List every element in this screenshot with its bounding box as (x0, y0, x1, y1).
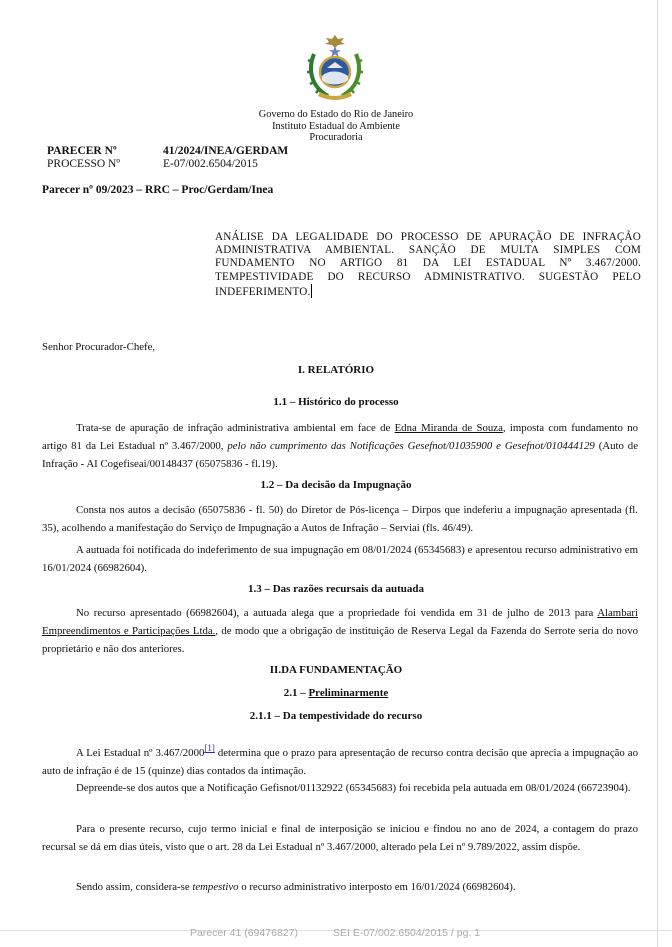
footer-document-id: Parecer 41 (69476827) (190, 927, 298, 939)
header-government: Governo do Estado do Rio de Janeiro (258, 109, 414, 120)
tempestivo-term: tempestivo (192, 881, 239, 893)
paragraph-1-1 (42, 419, 638, 473)
paragraph-1-3 (42, 604, 638, 658)
paragraph-1-1-text-c: (Auto de Infração - AI Cogefiseai/00148437 (65075836 - fl.19). (42, 440, 639, 470)
text-cursor (311, 284, 312, 298)
subsection-2-1-label: Preliminarmente (308, 687, 389, 699)
autuada-name: Edna Miranda de Souza (394, 422, 503, 434)
subsection-title-1-3: 1.3 – Das razões recursais da autuada (247, 583, 425, 595)
paragraph-1-3-text-a: No recurso apresentado (66982604), a autuada alega que a propriedade foi vendida em 31 de julho de 2013 para (76, 607, 598, 619)
paragraph-2-1-1-d-text-a: Sendo assim, considera-se (76, 881, 193, 893)
paragraph-2-1-1-a (42, 739, 638, 780)
ementa-text: ANÁLISE DA LEGALIDADE DO PROCESSO DE APURAÇÃO DE INFRAÇÃO ADMINISTRATIVA AMBIENTAL. SANÇÃO DE MULTA SIMPLES COM FUNDAMENTO NO ARTIGO 81 DA LEI ESTADUAL Nº 3.467/2000. TEMPESTIVIDADE DO RECURSO ADMINISTRATIVO. SUGESTÃO PELO INDEFERIMENTO. (215, 231, 641, 298)
paragraph-1-1-text-b: , imposta com fundamento no artigo 81 da Lei Estadual nº 3.467/2000, (42, 422, 638, 452)
salutation: Senhor Procurador-Chefe, (42, 341, 156, 353)
header-institution (0, 109, 672, 144)
parecer-number: 41/2024/INEA/GERDAM (163, 145, 289, 157)
coat-of-arms-icon (306, 32, 364, 102)
paragraph-2-1-1-d (42, 878, 638, 896)
parecer-reference: Parecer nº 09/2023 – RRC – Proc/Gerdam/Inea (42, 184, 274, 196)
paragraph-1-3-text-b: , de modo que a obrigação de instituição de Reserva Legal da Fazenda do Serrote seria do novo proprietário e não dos anteriores. (42, 625, 638, 655)
subsection-title-2-1 (0, 687, 672, 699)
footer-process-page: SEI E-07/002.6504/2015 / pg. 1 (333, 927, 481, 939)
subsection-title-2-1-1: 2.1.1 – Da tempestividade do recurso (249, 710, 423, 722)
subsection-title-1-1: 1.1 – Histórico do processo (273, 396, 399, 408)
processo-label: PROCESSO Nº (47, 158, 120, 170)
parecer-label: PARECER Nº (47, 145, 117, 157)
section-title-fundamentacao: II.DA FUNDAMENTAÇÃO (269, 664, 403, 676)
paragraph-2-1-1-b: Depreende-se dos autos que a Notificação Gefisnot/01132922 (65345683) foi recebida pela autuada em 08/01/2024 (66723904). (76, 782, 631, 794)
paragraph-2-1-1-d-text-b: o recurso administrativo interposto em 16/01/2024 (66982604). (238, 881, 516, 893)
subsection-2-1-number: 2.1 – (283, 687, 309, 699)
section-title-relatorio: I. RELATÓRIO (297, 364, 375, 376)
ementa (215, 231, 641, 299)
footnote-link[interactable]: [1] (204, 743, 215, 753)
subsection-title-1-2: 1.2 – Da decisão da Impugnação (260, 479, 412, 491)
paragraph-1-2-b: A autuada foi notificada do indeferimento de sua impugnação em 08/01/2024 (65345683) e apresentou recurso administrativo em 16/01/2024 (66982604). (42, 544, 638, 574)
law-reference: A Lei Estadual nº 3.467/2000 (76, 747, 205, 759)
header-department: Procuradoria (309, 132, 363, 144)
paragraph-1-1-text-a: Trata-se de apuração de infração administrativa ambiental em face de (76, 422, 395, 434)
paragraph-1-2-a: Consta nos autos a decisão (65075836 - fl. 50) do Diretor de Pós-licença – Dirpos que indeferiu a impugnação apresentada (fl. 35), acolhendo a manifestação do Serviço de Impugnação a Autos de Infração – Serviai (fls. 46/49). (42, 504, 638, 534)
paragraph-2-1-1-a-text: determina que o prazo para apresentação de recurso contra decisão que aprecia a impugnação ao auto de infração é de 15 (quinze) dias contados da intimação. (42, 747, 639, 777)
paragraph-1-1-italic: pelo não cumprimento das Notificações Gesefnot/01035900 e Gesefnot/010444129 (227, 440, 595, 452)
header-institute: Instituto Estadual do Ambiente (272, 120, 400, 132)
company-name: Alambari Empreendimentos e Participações Ltda. (42, 607, 638, 637)
paragraph-2-1-1-c: Para o presente recurso, cujo termo inicial e final de interposição se iniciou e findou no ano de 2024, a contagem do prazo recursal se dá em dias úteis, visto que o art. 28 da Lei Estadual nº 3.467/2000, alterado pela Lei nº 9.789/2022, assim dispõe. (42, 823, 638, 853)
processo-number: E-07/002.6504/2015 (163, 158, 258, 170)
